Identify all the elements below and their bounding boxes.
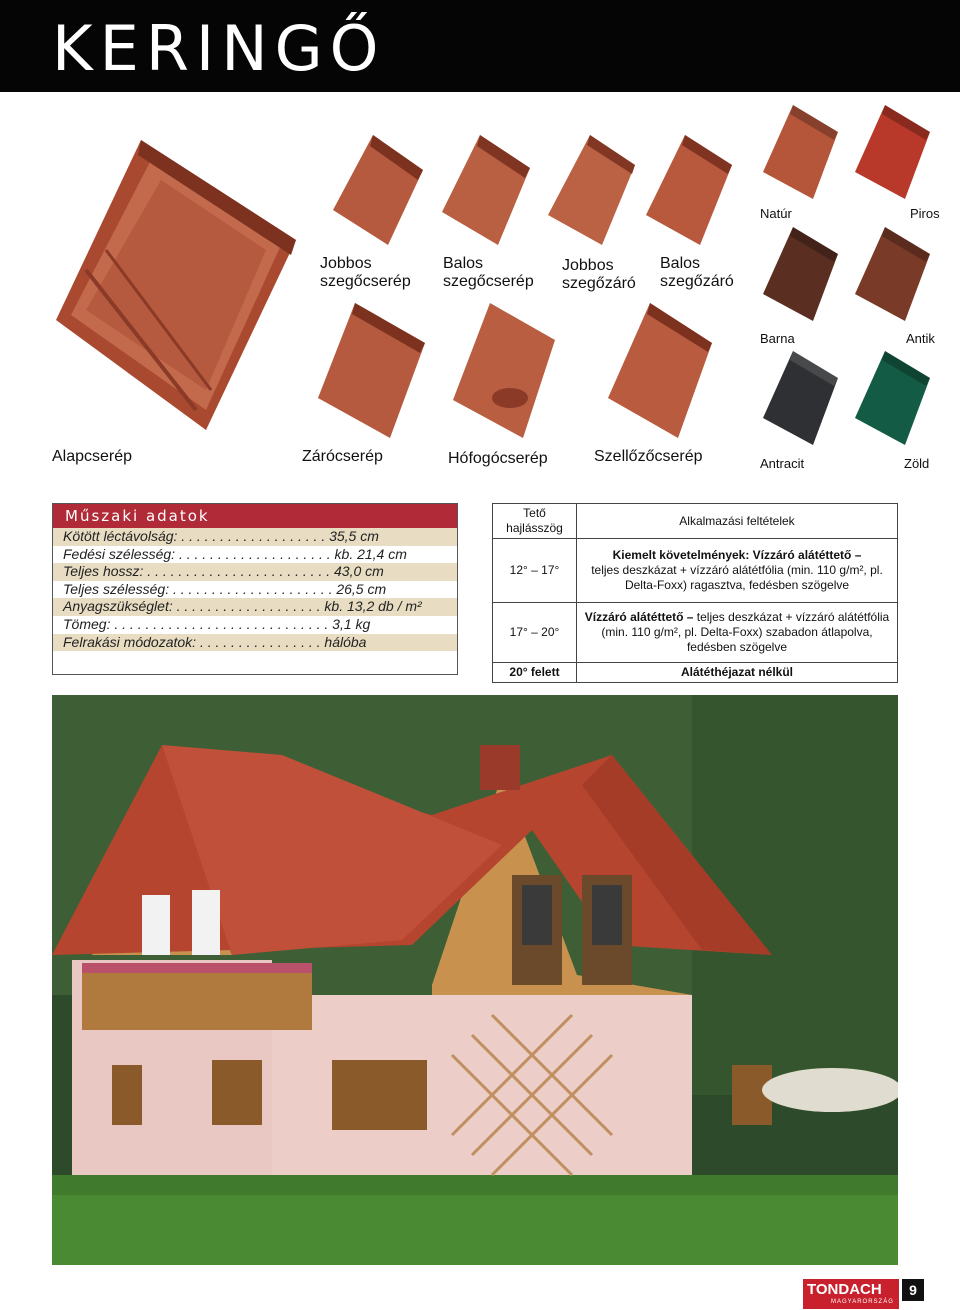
main-tile-label: Alapcserép	[52, 448, 133, 465]
logo-subtext: MAGYARORSZÁG	[831, 1299, 894, 1305]
left-ridge-tile-image	[640, 130, 740, 250]
table-cell-conditions	[577, 539, 898, 603]
page-title: KERINGŐ	[52, 12, 386, 85]
vent-tile-label: Szellőzőcserép	[594, 448, 703, 465]
right-side-tile-label: Jobbos szegőcserép	[320, 255, 411, 290]
table-cell-text: teljes deszkázat + vízzáró alátétfólia (min. 110 g/m², pl. Delta-Foxx) szabadon átlapolva, fedésben szögelve	[601, 610, 890, 654]
table-cell-angle: 12° – 17°	[493, 539, 577, 603]
tech-row: Tömeg: . . . . . . . . . . . . . . . . . . . . . . . . . . . . 3,1 kg	[63, 615, 371, 632]
color-swatch-antracit	[758, 348, 840, 448]
table-cell-angle: 20° felett	[493, 663, 577, 683]
color-label-natur: Natúr	[760, 206, 792, 221]
color-swatch-natur	[758, 102, 840, 202]
roof-pitch-table	[492, 503, 898, 683]
color-label-antik: Antik	[906, 331, 935, 346]
color-label-barna: Barna	[760, 331, 795, 346]
snow-tile-label: Hófogócserép	[448, 450, 548, 467]
table-header-conditions: Alkalmazási feltételek	[577, 504, 898, 539]
technical-data-box	[52, 503, 458, 675]
left-side-tile-label: Balos szegőcserép	[443, 255, 534, 290]
snow-tile-image	[445, 298, 560, 443]
logo-text: TONDACH	[807, 1281, 882, 1298]
page-header	[0, 0, 960, 92]
vent-tile-image	[600, 298, 715, 443]
color-label-antracit: Antracit	[760, 456, 805, 471]
closing-tile-image	[310, 298, 430, 443]
left-ridge-tile-label: Balos szegőzáró	[660, 255, 734, 290]
tech-row: Felrakási módozatok: . . . . . . . . . . . . . . . . hálóba	[53, 634, 457, 652]
technical-data-heading: Műszaki adatok	[53, 504, 457, 528]
color-label-piros: Piros	[910, 206, 940, 221]
tech-row: Anyagszükséglet: . . . . . . . . . . . . . . . . . . . kb. 13,2 db / m²	[53, 598, 457, 616]
tech-row: Fedési szélesség: . . . . . . . . . . . . . . . . . . . . kb. 21,4 cm	[63, 545, 407, 562]
color-swatch-piros	[850, 102, 932, 202]
table-cell-bold: Kiemelt követelmények: Vízzáró alátéttető –	[612, 548, 862, 562]
table-cell-text: teljes deszkázat + vízzáró alátétfólia (min. 110 g/m², pl. Delta-Foxx) ragasztva, fedésben szögelve	[591, 563, 883, 592]
table-cell-bold: Vízzáró alátéttető –	[584, 610, 694, 624]
left-side-tile-image	[430, 130, 540, 250]
color-swatch-zold	[850, 348, 932, 448]
table-cell-conditions	[577, 603, 898, 663]
tech-row: Kötött léctávolság: . . . . . . . . . . . . . . . . . . . 35,5 cm	[53, 528, 457, 546]
tech-row: Teljes szélesség: . . . . . . . . . . . . . . . . . . . . . 26,5 cm	[63, 580, 387, 597]
tech-row: Teljes hossz: . . . . . . . . . . . . . . . . . . . . . . . . 43,0 cm	[53, 563, 457, 581]
color-swatch-barna	[758, 224, 840, 324]
color-label-zold: Zöld	[904, 456, 930, 471]
page-number: 9	[902, 1279, 924, 1301]
table-cell-conditions: Alátéthéjazat nélkül	[577, 663, 898, 683]
tondach-logo	[803, 1279, 899, 1309]
right-side-tile-image	[318, 130, 428, 250]
color-swatch-antik	[850, 224, 932, 324]
closing-tile-label: Zárócserép	[302, 448, 383, 465]
table-cell-angle: 17° – 20°	[493, 603, 577, 663]
table-header-pitch: Tető hajlásszög	[493, 504, 577, 539]
main-tile-image	[46, 120, 316, 440]
right-ridge-tile-image	[540, 130, 640, 250]
house-photo	[52, 695, 898, 1265]
right-ridge-tile-label: Jobbos szegőzáró	[562, 257, 636, 292]
